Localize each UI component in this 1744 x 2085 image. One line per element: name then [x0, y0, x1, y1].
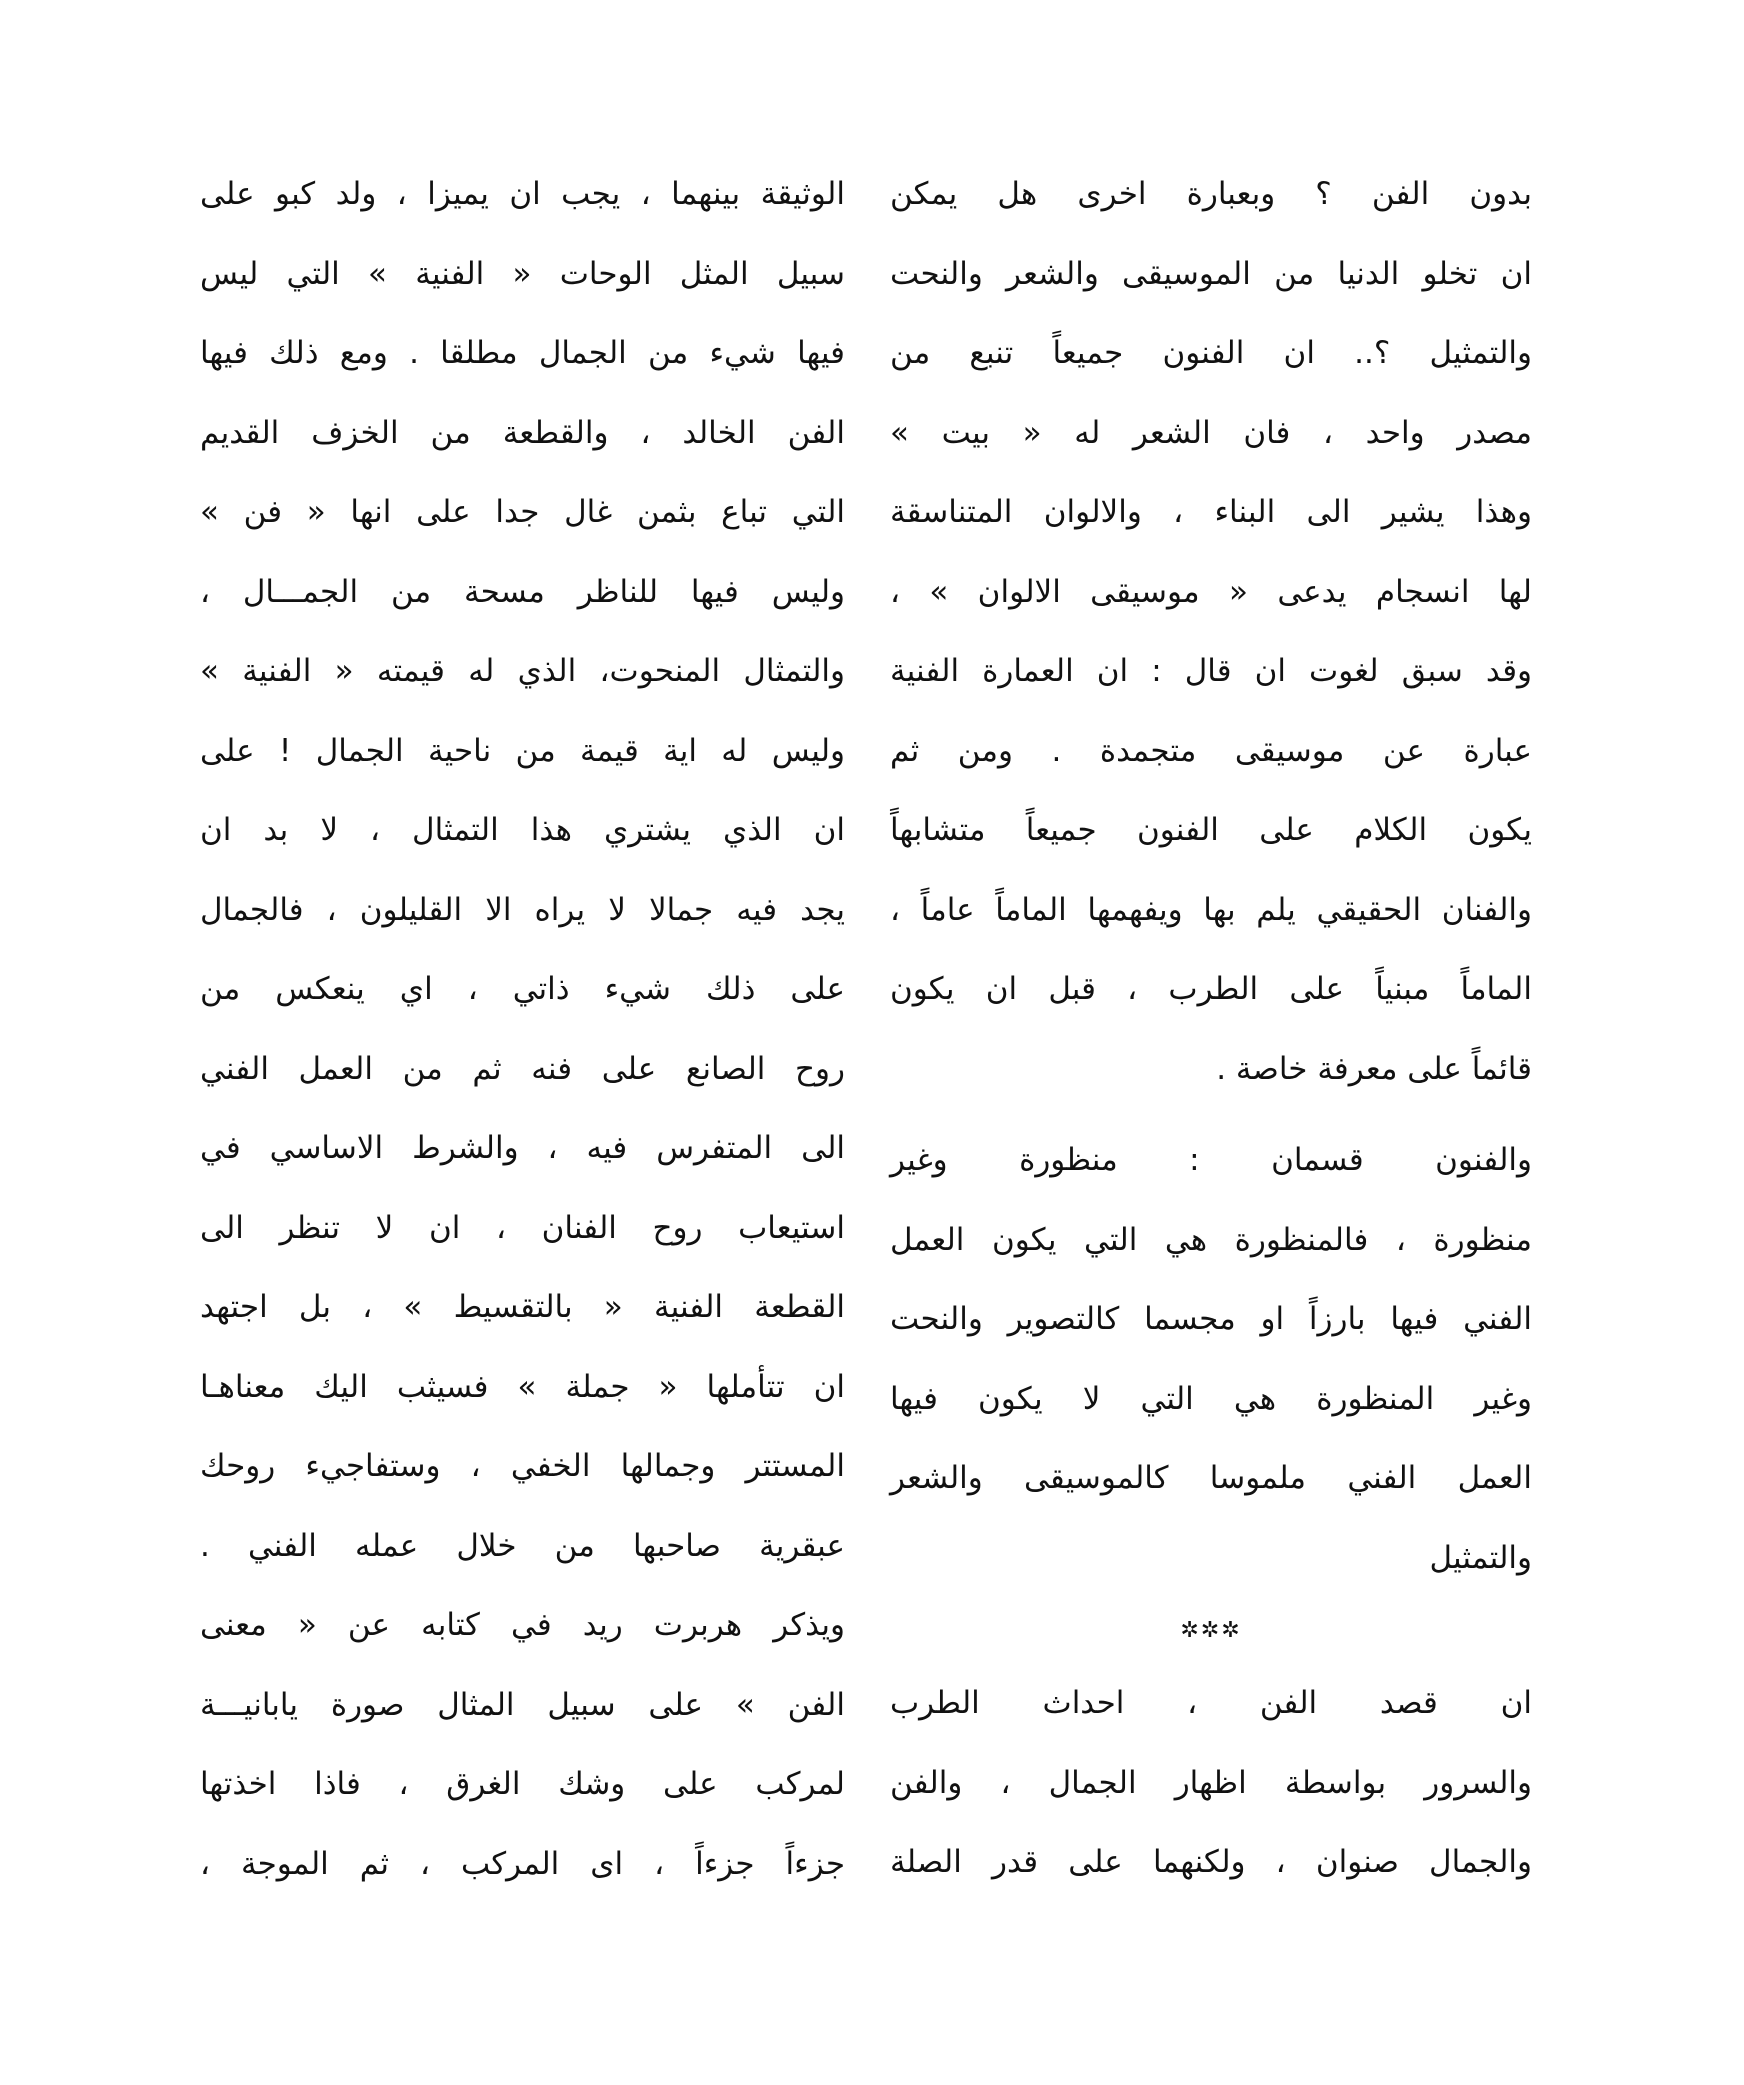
text-line: بدون الفن ؟ وبعبارة اخرى هل يمكن: [890, 176, 1532, 212]
text-line: والجمال صنوان ، ولكنهما على قدر الصلة: [890, 1844, 1532, 1880]
text-line: قائماً على معرفة خاصة .: [1216, 1050, 1532, 1087]
text-line: الفني فيها بارزاً او مجسما كالتصوير والنحت: [890, 1301, 1532, 1337]
text-line: عبقرية صاحبها من خلال عمله الفني .: [200, 1527, 845, 1564]
text-line: ان قصد الفن ، احداث الطرب: [890, 1685, 1532, 1721]
text-line: لمركب على وشك الغرق ، فاذا اخذتها: [200, 1766, 845, 1802]
text-line: روح الصانع على فنه ثم من العمل الفني: [200, 1050, 845, 1087]
text-line: المستتر وجمالها الخفي ، وستفاجيء روحك: [200, 1448, 845, 1484]
text-line: والتمثيل ؟.. ان الفنون جميعاً تنبع من: [890, 335, 1532, 371]
text-line: ان تخلو الدنيا من الموسيقى والشعر والنحت: [890, 255, 1532, 292]
text-line: العمل الفني ملموسا كالموسيقى والشعر: [890, 1460, 1532, 1496]
text-line: الفن » على سبيل المثال صورة يابانيـــة: [200, 1686, 845, 1723]
text-line: التي تباع بثمن غال جدا على انها « فن »: [200, 494, 845, 530]
text-line: استيعاب روح الفنان ، ان لا تنظر الى: [200, 1209, 845, 1246]
text-line: الفن الخالد ، والقطعة من الخزف القديم: [200, 414, 845, 451]
section-separator-stars: ✲✲✲: [1180, 1618, 1242, 1643]
text-line: لها انسجام يدعى « موسيقى الالوان » ،: [890, 573, 1532, 610]
text-line: الى المتفرس فيه ، والشرط الاساسي في: [200, 1130, 845, 1166]
text-line: منظورة ، فالمنظورة هي التي يكون العمل: [890, 1221, 1532, 1258]
text-line: جزءاً جزءاً ، اى المركب ، ثم الموجة ،: [200, 1845, 845, 1882]
text-line: على ذلك شيء ذاتي ، اي ينعكس من: [200, 971, 845, 1007]
text-line: يجد فيه جمالا لا يراه الا القليلون ، فالجمال: [200, 891, 845, 928]
text-line: وغير المنظورة هي التي لا يكون فيها: [890, 1380, 1532, 1417]
text-line: وليس فيها للناظر مسحة من الجمـــال ،: [200, 573, 845, 610]
text-line: ويذكر هربرت ريد في كتابه عن « معنى: [200, 1607, 845, 1643]
text-line: عبارة عن موسيقى متجمدة . ومن ثم: [890, 732, 1532, 769]
right-text-column: [890, 155, 1532, 1903]
text-line: والسرور بواسطة اظهار الجمال ، والفن: [890, 1764, 1532, 1801]
text-line: مصدر واحد ، فان الشعر له « بيت »: [890, 414, 1532, 451]
text-line: الوثيقة بينهما ، يجب ان يميزا ، ولد كبو على: [200, 176, 845, 212]
text-line: ان الذي يشتري هذا التمثال ، لا بد ان: [200, 812, 845, 848]
text-line: وهذا يشير الى البناء ، والالوان المتناسقة: [890, 494, 1532, 530]
text-line: والفنان الحقيقي يلم بها ويفهمها الماماً عاماً ،: [890, 891, 1532, 928]
text-line: والفنون قسمان : منظورة وغير: [890, 1142, 1532, 1178]
paragraph-gap: [890, 1109, 1532, 1121]
text-line: يكون الكلام على الفنون جميعاً متشابهاً: [890, 812, 1532, 848]
text-line: الماماً مبنياً على الطرب ، قبل ان يكون: [890, 971, 1532, 1007]
text-line: ان تتأملها « جملة » فسيثب اليك معناهـا: [200, 1368, 845, 1405]
text-line: وليس له اية قيمة من ناحية الجمال ! على: [200, 732, 845, 769]
text-line: القطعة الفنية « بالتقسيط » ، بل اجتهد: [200, 1289, 845, 1325]
left-text-column: [200, 155, 845, 1904]
text-line: سبيل المثل الوحات « الفنية » التي ليس: [200, 255, 845, 292]
text-line: والتمثال المنحوت، الذي له قيمته « الفنية »: [200, 653, 845, 689]
text-line: وقد سبق لغوت ان قال : ان العمارة الفنية: [890, 653, 1532, 689]
text-line: والتمثيل: [1429, 1539, 1532, 1576]
text-line: فيها شيء من الجمال مطلقا . ومع ذلك فيها: [200, 335, 845, 371]
